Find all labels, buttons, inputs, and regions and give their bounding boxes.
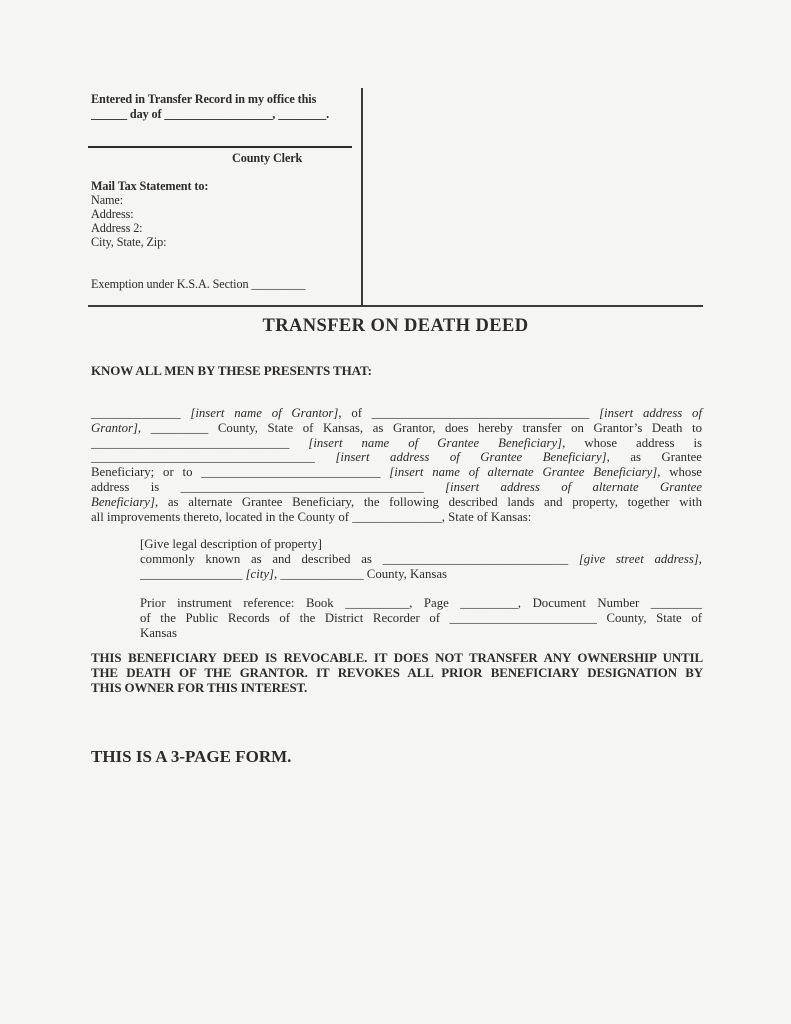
text-run: , whose address is <box>562 435 702 450</box>
placeholder-instruction: [give street address], <box>578 551 702 566</box>
text-line <box>91 510 702 525</box>
transfer-record-box <box>88 88 363 305</box>
text-run: Beneficiary; or to ____________________________ <box>91 465 390 480</box>
field-label-address2: Address 2: <box>91 221 143 235</box>
text-run: of the Public Records of the District Recorder of _______________________ County, State of <box>140 610 702 625</box>
text-line <box>91 681 703 696</box>
county-clerk-label: County Clerk <box>232 151 303 165</box>
placeholder-instruction: [insert address of <box>599 406 703 420</box>
header-divider-rule <box>88 305 703 307</box>
mail-tax-heading: Mail Tax Statement to: <box>91 179 209 193</box>
text-line <box>140 626 702 641</box>
placeholder-instruction: [insert name of alternate Grantee Beneficiary] <box>389 465 658 480</box>
placeholder-instruction: [insert name of Grantee Beneficiary] <box>308 435 563 450</box>
text-run: , whose <box>657 465 702 480</box>
placeholder-instruction: Beneficiary] <box>91 494 155 509</box>
text-line <box>91 465 702 480</box>
deed-paragraph <box>91 406 702 524</box>
text-run: __________________________________ <box>371 406 600 420</box>
text-run: ________________ <box>140 566 246 581</box>
placeholder-instruction: [insert address of Grantee Beneficiary] <box>335 450 607 465</box>
text-line <box>140 567 702 582</box>
opening-declaration: KNOW ALL MEN BY THESE PRESENTS THAT: <box>91 363 372 378</box>
placeholder-instruction: Grantor], <box>91 420 142 435</box>
prior-instrument-block <box>140 596 702 641</box>
text-run: _______________________________ <box>91 435 309 450</box>
field-label-address: Address: <box>91 207 134 221</box>
field-label-name: Name: <box>91 193 123 207</box>
exemption-line: Exemption under K.S.A. Section _________ <box>91 277 306 291</box>
field-label-city-state-zip: City, State, Zip: <box>91 235 167 249</box>
text-line <box>91 436 702 451</box>
text-run: THIS OWNER FOR THIS INTEREST. <box>91 681 308 696</box>
text-line <box>91 480 702 495</box>
text-run: Prior instrument reference: Book __________, Page _________, Document Number ________ <box>140 596 702 610</box>
page-count-note: THIS IS A 3-PAGE FORM. <box>91 747 292 766</box>
text-line <box>91 450 702 465</box>
placeholder-instruction: [insert name of Grantor] <box>190 406 339 420</box>
document-title: TRANSFER ON DEATH DEED <box>262 316 529 336</box>
text-run: commonly known as and described as _____________________________ <box>140 551 579 566</box>
text-line <box>140 611 702 626</box>
text-run: _________ County, State of Kansas, as Grantor, does hereby transfer on Grantor’s Death to <box>141 420 702 435</box>
text-run: THE DEATH OF THE GRANTOR. IT REVOKES ALL PRIOR BENEFICIARY DESIGNATION BY <box>91 666 703 681</box>
entered-record-line2: ______ day of __________________, ________. <box>91 107 330 121</box>
text-run: ______________ <box>91 406 191 420</box>
text-line <box>91 651 703 666</box>
text-run: , of <box>338 406 372 420</box>
mail-tax-statement-block <box>91 179 208 249</box>
text-run: ___________________________________ <box>91 450 336 465</box>
revocability-warning <box>91 651 703 697</box>
placeholder-instruction: [insert address of alternate Grantee <box>445 479 702 494</box>
text-line <box>91 495 702 510</box>
text-line <box>91 666 703 681</box>
text-run: [Give legal description of property] <box>140 537 322 551</box>
text-line <box>140 537 702 552</box>
text-run: address is ______________________________________ <box>91 479 446 494</box>
placeholder-instruction: [city] <box>245 566 275 581</box>
text-line <box>91 421 702 436</box>
text-run: , _____________ County, Kansas <box>274 566 448 581</box>
text-line <box>140 596 702 611</box>
text-run: , as Grantee <box>606 450 702 465</box>
text-line <box>91 406 702 421</box>
entered-record-line1: Entered in Transfer Record in my office this <box>91 92 317 106</box>
text-line <box>140 552 702 567</box>
text-run: , as alternate Grantee Beneficiary, the following described lands and property, together with <box>154 494 702 509</box>
text-run: all improvements thereto, located in the County of ______________, State of Kansas: <box>91 509 532 524</box>
signature-rule <box>88 146 352 148</box>
text-run: THIS BENEFICIARY DEED IS REVOCABLE. IT DOES NOT TRANSFER ANY OWNERSHIP UNTIL <box>91 651 703 665</box>
property-description-block <box>140 537 702 582</box>
text-run: Kansas <box>140 625 177 640</box>
